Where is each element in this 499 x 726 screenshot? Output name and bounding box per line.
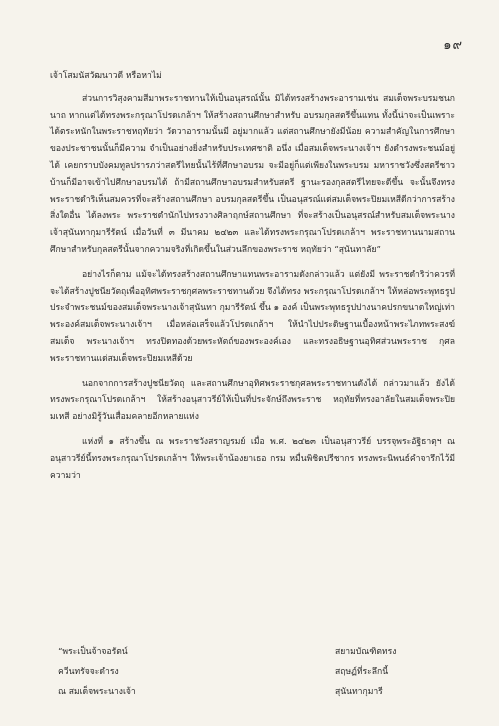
- continued-heading-line: เจ้าโสมนัสวัฒนาวดี หรือหาไม่: [50, 71, 162, 81]
- inscription-verse: [50, 642, 455, 702]
- verse-left: ควีนทรัจจะดำรง: [58, 667, 119, 677]
- paragraph-1: ส่วนการวิสุงคามสีมาพระราชทานให้เป็นอนุสรณ์นั้น มิได้ทรงสร้างพระอารามเช่น สมเด็จพระบรมชนกนาถ หากแต่ได้ทรงพระกรุณาโปรดเกล้าฯ ให้สร้างสถานศึกษาสำหรับ อบรมกุลสตรีขึ้นแทน ทั้งนี้น่าจะเป็นเพราะได้ตระหนักในพระราชหฤทัยว่า วัดวาอารามนั้นมี อยู่มากแล้ว แต่สถานศึกษายังมีน้อย ความสำคัญในการศึกษาของประชาชนนั้นก็มีความ จำเป็นอย่างยิ่งสำหรับประเทศชาติ อนึ่ง เมื่อสมเด็จพระนางเจ้าฯ ยังดำรงพระชนม์อยู่ ได้ เคยกราบบังคมทูลปรารภว่าสตรีไทยนั้นไร้ที่ศึกษาอบรม จะมีอยู่ก็แต่เพียงในพระบรม มหาราชวังซึ่งสตรีชาวบ้านก็มีอาจเข้าไปศึกษาอบรมได้ ถ้ามีสถานศึกษาอบรมสำหรับสตรี ฐานะรองกุลสตรีไทยจะดีขึ้น จะนั้นจึงทรงพระราชดำริเห็นสมควรที่จะสร้างสถานศึกษา อบรมกุลสตรีขึ้น เป็นอนุสรณ์แด่สมเด็จพระปิยมเหสีดีกว่าการสร้างสิ่งใดอื่น ได้ลงพระ พระราชดำนักไปทรงวางศิลาฤกษ์สถานศึกษา ที่จะสร้างเป็นอนุสรณ์สำหรับสมเด็จพระนาง เจ้าสุนันทากุมารีรัตน์ เมื่อวันที่ ๓ มีนาคม ๒๔๒๓ และได้ทรงพระกรุณาโปรดเกล้าฯ พระราชทานนามสถานศึกษาสำหรับกุลสตรีนั้นจากความจริงที่เกิดขึ้นในส่วนลึกของพระราช หฤทัยว่า “สุนันทาลัย”: [50, 93, 455, 255]
- verse-left: “พระเป็นจ้าจอรัตน์: [58, 647, 128, 657]
- verse-right: สยามบัณฑิตทรง: [335, 647, 397, 657]
- verse-line: [50, 642, 455, 662]
- verse-right: สฤษฏ์ที่ระลึกนี้: [335, 667, 389, 677]
- body-text: [50, 68, 455, 492]
- verse-line: [50, 662, 455, 682]
- paragraph-4: แห่งที่ ๑ สร้างขึ้น ณ พระราชวังสราญรมย์ เมื่อ พ.ศ. ๒๔๒๓ เป็นอนุสาวรีย์ บรรจุพระอัฐิธาตุฯ ณ อนุสาวรีย์นี้ทรงพระกรุณาโปรดเกล้าฯ ให้พระเจ้าน้องยาเธอ กรม หมื่นพิชิตปรีชากร ทรงพระนิพนธ์คำจารึกไว้มีความว่า: [50, 436, 455, 481]
- paragraph-2: อย่างไรก็ตาม แม้จะได้ทรงสร้างสถานศึกษาแทนพระอารามดังกล่าวแล้ว แต่ยังมี พระราชดำริว่าควรที่จะได้สร้างปูชนียวัตถุเพื่ออุทิศพระราชกุศลพระราชทานด้วย จึงได้ทรง พระกรุณาโปรดเกล้าฯ ให้หล่อพระพุทธรูปประจำพระชนม์ของสมเด็จพระนางเจ้าสุนันทา กุมารีรัตน์ ขึ้น ๑ องค์ เป็นพระพุทธรูปปางนาคปรกขนาดใหญ่เท่าพระองค์สมเด็จพระนางเจ้าฯ เมื่อหล่อเสร็จแล้วโปรดเกล้าฯ ให้นำไปประดิษฐานเบื้องหน้าพระไภทพระสงฆ์สมเด็จ พระนางเจ้าฯ ทรงปิดทองด้วยพระหัตถ์ของพระองค์เอง และทรงอธิษฐานอุทิศส่วนพระราช กุศลพระราชทานแด่สมเด็จพระปิยมเหสีด้วย: [50, 269, 455, 364]
- verse-line: [50, 682, 455, 702]
- verse-left: ณ สมเด็จพระนางเจ้า: [58, 687, 136, 697]
- verse-right: สุนันทากุมารี: [335, 687, 383, 697]
- paragraph-3: นอกจากการสร้างปูชนียวัตถุ และสถานศึกษาอุทิศพระราชกุศลพระราชทานดังได้ กล่าวมาแล้ว ยังได้ทรงพระกรุณาโปรดเกล้าฯ ให้สร้างอนุสาวรีย์ให้เป็นที่ประจักษ์ถึงพระราช หฤทัยที่ทรงอาลัยในสมเด็จพระปิยมเหสี อย่างมิรู้วันเสื่อมคลายอีกหลายแห่ง: [50, 378, 455, 423]
- page-number: ๑๙: [443, 38, 463, 53]
